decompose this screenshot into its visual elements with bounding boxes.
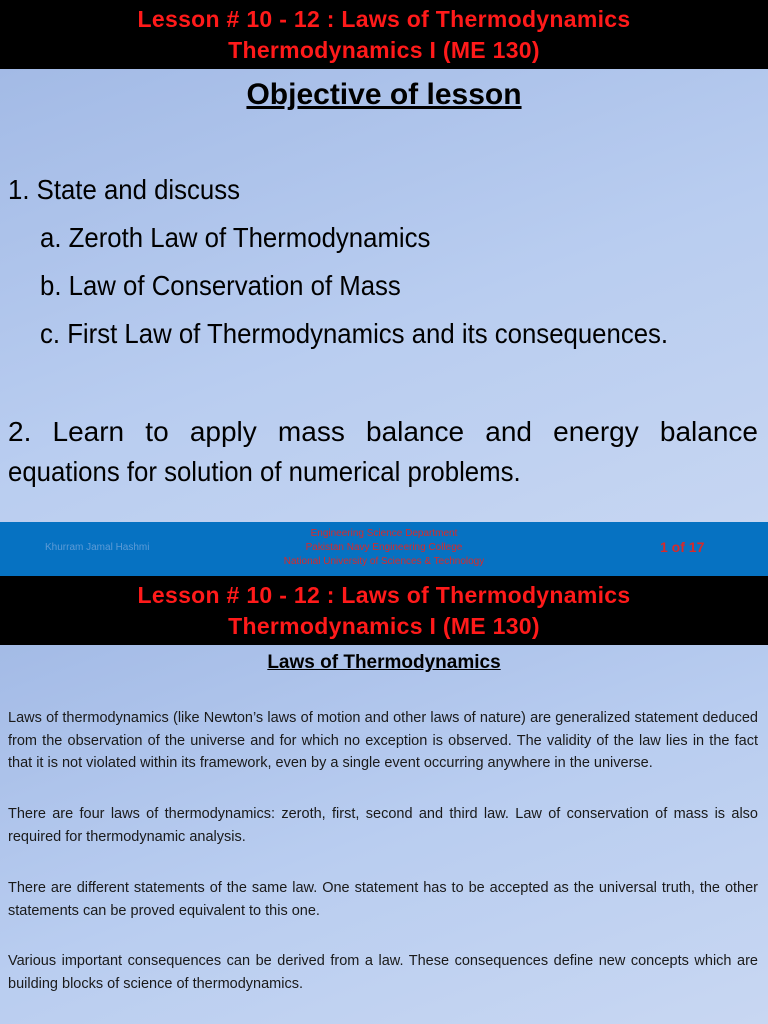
slide-title: Objective of lesson: [246, 78, 522, 111]
slide-header: [0, 576, 768, 645]
objective-item-1a: a. Zeroth Law of Thermodynamics: [40, 222, 431, 253]
objective-item-2-line-1: 2. Learn to apply mass balance and energy balance: [8, 416, 758, 447]
slide-header: [0, 0, 768, 69]
page-number: 1 of 17: [660, 539, 705, 555]
footer-author: Khurram Jamal Hashmi: [45, 542, 150, 553]
paragraph-1: Laws of thermodynamics (like Newton’s laws of motion and other laws of nature) are generalized statement deduced from the observation of the universe and for which no exception is observed. The validity of the law lies in the fact that it is not violated within its framework, even by a single event occurring anywhere in the universe.: [8, 710, 758, 771]
slide-title: Laws of Thermodynamics: [267, 652, 501, 673]
objective-item-2: [8, 412, 758, 492]
objective-item-2-line-2: equations for solution of numerical problems.: [8, 456, 521, 487]
lesson-title: Lesson # 10 - 12 : Laws of Thermodynamics: [137, 582, 631, 608]
objective-item-1c: c. First Law of Thermodynamics and its consequences.: [40, 318, 669, 349]
course-title: Thermodynamics I (ME 130): [228, 37, 540, 63]
footer-institution: [0, 527, 768, 569]
objective-item-1: 1. State and discuss: [8, 174, 240, 205]
footer-department: Engineering Science Department: [310, 528, 458, 539]
lesson-title: Lesson # 10 - 12 : Laws of Thermodynamics: [137, 6, 631, 32]
objective-item-1b: b. Law of Conservation of Mass: [40, 270, 401, 301]
slide-footer: [0, 522, 768, 576]
footer-university: National University of Sciences & Technology: [283, 556, 485, 567]
paragraph-3: There are different statements of the same law. One statement has to be accepted as the universal truth, the other statements can be proved equivalent to this one.: [8, 880, 758, 919]
slide-2: [0, 576, 768, 1024]
course-title: Thermodynamics I (ME 130): [228, 613, 540, 639]
footer-college: Pakistan Navy Engineering College: [305, 542, 463, 553]
paragraph-2: There are four laws of thermodynamics: zeroth, first, second and third law. Law of conservation of mass is also required for thermodynamic analysis.: [8, 806, 758, 845]
paragraph-4: Various important consequences can be derived from a law. These consequences define new concepts which are building blocks of science of thermodynamics.: [8, 953, 758, 992]
